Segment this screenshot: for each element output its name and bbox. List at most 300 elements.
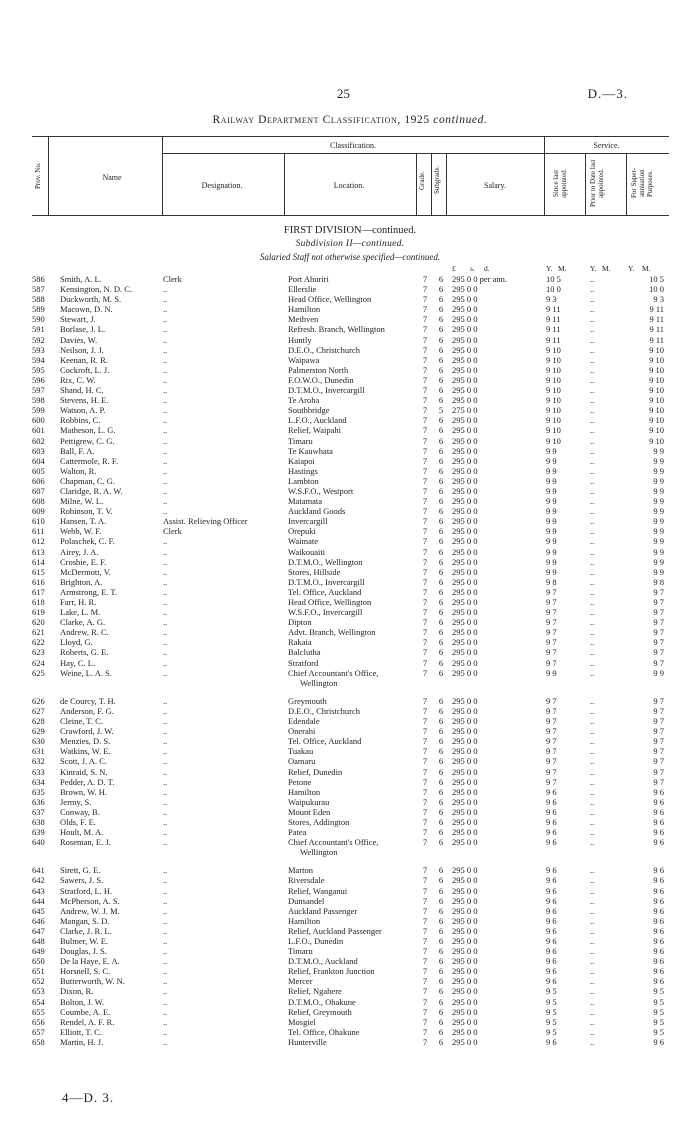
row-service-prior: ..	[590, 746, 595, 757]
row-number: 638	[32, 816, 45, 827]
row-salary: 295 0 0	[452, 536, 478, 547]
row-name: Watkins, W. E.	[60, 746, 111, 757]
table-row	[0, 294, 700, 304]
row-salary: 295 0 0	[452, 324, 478, 335]
row-service-since-last: 9 6	[546, 925, 557, 936]
row-subgrade: 6	[438, 667, 444, 678]
row-location: Dipton	[288, 617, 312, 628]
row-name: Conway, B.	[60, 806, 100, 817]
row-name: Crosbie, E. F.	[60, 556, 107, 567]
row-designation: ..	[163, 455, 168, 466]
table-row	[0, 536, 700, 546]
row-name: Kinraid, S. N.	[60, 766, 108, 777]
row-subgrade: 6	[438, 1026, 444, 1037]
row-designation: ..	[163, 667, 168, 678]
row-grade: 7	[422, 284, 428, 295]
row-number: 602	[32, 435, 45, 446]
header-service: Service.	[593, 141, 620, 150]
row-location: D.E.O., Christchurch	[288, 344, 361, 355]
row-name: Matheson, L. G.	[60, 425, 116, 436]
row-grade: 7	[422, 705, 428, 716]
row-name: Shand, H. C.	[60, 385, 104, 396]
row-service-super: 9 10	[649, 405, 664, 416]
row-location: Matamata	[288, 496, 322, 507]
row-service-prior: ..	[590, 374, 595, 385]
row-name: Stevens, H. E.	[60, 395, 109, 406]
row-service-prior: ..	[590, 556, 595, 567]
row-location: Relief, Wanganui	[288, 885, 348, 896]
row-grade: 7	[422, 445, 428, 456]
row-location: Tel. Office, Ohakune	[288, 1026, 360, 1037]
row-location: Refresh. Branch, Wellington	[288, 324, 385, 335]
row-service-since-last: 9 9	[546, 526, 557, 537]
row-subgrade: 6	[438, 274, 444, 284]
row-salary: 295 0 0	[452, 455, 478, 466]
row-designation: ..	[163, 796, 168, 807]
row-name: Bolton, J. W.	[60, 996, 105, 1007]
row-salary: 295 0 0	[452, 756, 478, 767]
row-service-prior: ..	[590, 445, 595, 456]
table-row	[0, 886, 700, 896]
row-name: Lake, L. M.	[60, 607, 101, 618]
row-service-since-last: 9 7	[546, 756, 557, 767]
row-service-since-last: 9 6	[546, 946, 557, 957]
row-number: 587	[32, 284, 45, 295]
page-title	[0, 114, 700, 126]
row-service-prior: ..	[590, 875, 595, 886]
row-grade: 7	[422, 465, 428, 476]
row-location: Palmerston North	[288, 364, 349, 375]
row-name: Horsnell, S. C.	[60, 966, 111, 977]
table-row-continuation	[0, 678, 700, 688]
row-subgrade: 6	[438, 766, 444, 777]
header-location: Location.	[333, 181, 365, 190]
row-subgrade: 6	[438, 425, 444, 436]
row-subgrade: 6	[438, 334, 444, 345]
row-designation: ..	[163, 925, 168, 936]
row-salary: 295 0 0	[452, 374, 478, 385]
row-salary: 295 0 0	[452, 445, 478, 456]
row-location: D.T.M.O., Ohakune	[288, 996, 356, 1007]
row-salary: 295 0 0	[452, 705, 478, 716]
row-salary: 295 0 0	[452, 627, 478, 638]
row-name: Neilson, J. J.	[60, 344, 104, 355]
unit-shilling: s.	[470, 264, 475, 273]
row-service-prior: ..	[590, 344, 595, 355]
row-subgrade: 6	[438, 506, 444, 517]
row-number: 621	[32, 627, 45, 638]
row-service-super: 9 11	[649, 334, 664, 345]
header-designation: Designation.	[201, 181, 243, 190]
row-location: Tel. Office, Auckland	[288, 586, 362, 597]
header-prov-no: Prov. No.	[34, 162, 42, 190]
row-service-prior: ..	[590, 936, 595, 946]
row-grade: 7	[422, 647, 428, 658]
row-designation: ..	[163, 726, 168, 737]
row-service-since-last: 9 9	[546, 566, 557, 577]
unit-month-2: M.	[602, 264, 611, 273]
row-service-prior: ..	[590, 705, 595, 716]
row-subgrade: 6	[438, 344, 444, 355]
row-service-since-last: 9 10	[546, 395, 561, 406]
row-name: Stratford, L. H.	[60, 885, 113, 896]
row-name: Claridge, R. A. W.	[60, 485, 123, 496]
row-location: D.T.M.O., Invercargill	[288, 385, 365, 396]
row-number: 600	[32, 415, 45, 426]
row-name: Ball, F. A.	[60, 445, 95, 456]
row-service-super: 9 7	[653, 756, 664, 767]
row-subgrade: 6	[438, 566, 444, 577]
table-row	[0, 926, 700, 936]
row-location: Oamaru	[288, 756, 316, 767]
row-number: 628	[32, 716, 45, 727]
row-name: Polaschek, C. F.	[60, 536, 115, 547]
row-number: 631	[32, 746, 45, 757]
row-designation: ..	[163, 976, 168, 987]
row-salary: 295 0 0	[452, 647, 478, 658]
row-subgrade: 6	[438, 516, 444, 527]
row-designation: ..	[163, 415, 168, 426]
row-name: Armstrong, E. T.	[60, 586, 118, 597]
row-designation: ..	[163, 1016, 168, 1027]
table-row	[0, 436, 700, 446]
row-service-prior: ..	[590, 364, 595, 375]
row-service-since-last: 9 7	[546, 617, 557, 628]
row-service-since-last: 9 7	[546, 647, 557, 658]
row-grade: 7	[422, 946, 428, 957]
row-name: Weine, L. A. S.	[60, 667, 112, 678]
row-grade: 7	[422, 586, 428, 597]
table-row	[0, 658, 700, 668]
row-subgrade: 6	[438, 796, 444, 807]
row-service-since-last: 9 11	[546, 304, 561, 315]
row-salary: 295 0 0	[452, 556, 478, 567]
row-service-super: 9 6	[653, 885, 664, 896]
row-location: Onerahi	[288, 726, 316, 737]
row-designation: ..	[163, 364, 168, 375]
row-number: 619	[32, 607, 45, 618]
row-number: 603	[32, 445, 45, 456]
row-designation: ..	[163, 496, 168, 507]
row-service-super: 9 7	[653, 736, 664, 747]
row-name: Clarke, A. G.	[60, 617, 106, 628]
row-service-since-last: 9 6	[546, 936, 557, 946]
row-subgrade: 6	[438, 475, 444, 486]
row-name: Rendel, A. F. R.	[60, 1016, 115, 1027]
row-grade: 7	[422, 304, 428, 315]
row-service-prior: ..	[590, 976, 595, 987]
row-number: 627	[32, 705, 45, 716]
row-name: Sawers, J. S.	[60, 875, 104, 886]
row-service-prior: ..	[590, 607, 595, 618]
row-service-since-last: 9 9	[546, 506, 557, 517]
table-row	[0, 547, 700, 557]
row-service-prior: ..	[590, 304, 595, 315]
row-salary: 295 0 0	[452, 786, 478, 797]
row-service-prior: ..	[590, 485, 595, 496]
row-grade: 7	[422, 314, 428, 325]
row-number: 645	[32, 905, 45, 916]
row-salary: 295 0 0	[452, 425, 478, 436]
page-number: 25	[337, 86, 350, 101]
table-row	[0, 345, 700, 355]
row-service-since-last: 9 7	[546, 586, 557, 597]
footer-reference: 4—D. 3.	[62, 1090, 115, 1105]
table-row	[0, 916, 700, 926]
row-location: Rakaia	[288, 637, 312, 648]
row-salary: 295 0 0	[452, 827, 478, 838]
table-row	[0, 865, 700, 875]
row-service-since-last: 9 9	[546, 455, 557, 466]
row-service-super: 9 7	[653, 766, 664, 777]
table-row	[0, 577, 700, 587]
row-service-prior: ..	[590, 1036, 595, 1047]
table-row	[0, 486, 700, 496]
row-subgrade: 6	[438, 435, 444, 446]
row-grade: 7	[422, 1036, 428, 1047]
row-service-super: 9 9	[653, 475, 664, 486]
row-name: Milne, W. L.	[60, 496, 104, 507]
row-subgrade: 6	[438, 1006, 444, 1017]
table-row	[0, 607, 700, 617]
row-service-super: 9 10	[649, 344, 664, 355]
row-designation: ..	[163, 705, 168, 716]
row-location: Relief, Auckland Passenger	[288, 925, 382, 936]
row-service-prior: ..	[590, 946, 595, 957]
row-service-super: 9 6	[653, 946, 664, 957]
row-service-prior: ..	[590, 597, 595, 607]
row-grade: 7	[422, 1016, 428, 1027]
row-grade: 7	[422, 716, 428, 727]
row-name: Webb, W. F.	[60, 526, 102, 537]
table-row	[0, 1007, 700, 1017]
row-grade: 7	[422, 455, 428, 466]
table-row	[0, 797, 700, 807]
row-subgrade: 6	[438, 816, 444, 827]
row-service-super: 9 6	[653, 956, 664, 967]
row-service-since-last: 9 10	[546, 354, 561, 365]
unit-month-1: M.	[558, 264, 567, 273]
row-designation: ..	[163, 566, 168, 577]
row-service-since-last: 9 9	[546, 516, 557, 527]
row-grade: 7	[422, 617, 428, 628]
table-row	[0, 906, 700, 916]
row-subgrade: 6	[438, 905, 444, 916]
row-designation: ..	[163, 607, 168, 618]
row-service-prior: ..	[590, 667, 595, 678]
row-subgrade: 6	[438, 865, 444, 876]
row-service-since-last: 9 6	[546, 865, 557, 876]
row-name: Chapman, C. G.	[60, 475, 116, 486]
table-row	[0, 936, 700, 946]
row-service-since-last: 9 6	[546, 816, 557, 827]
row-location: Chief Accountant's Office,	[288, 837, 379, 848]
row-name: Olds, F. E.	[60, 816, 96, 827]
table-row	[0, 365, 700, 375]
row-location: Auckland Goods	[288, 506, 346, 517]
row-designation: ..	[163, 334, 168, 345]
row-name: Keenan, R. R.	[60, 354, 108, 365]
row-service-since-last: 9 9	[546, 465, 557, 476]
row-designation: ..	[163, 1036, 168, 1047]
row-subgrade: 6	[438, 304, 444, 315]
row-service-prior: ..	[590, 415, 595, 426]
row-number: 654	[32, 996, 45, 1007]
row-subgrade: 6	[438, 647, 444, 658]
row-number: 643	[32, 885, 45, 896]
row-grade: 7	[422, 516, 428, 527]
row-name: Hay, C. L.	[60, 657, 96, 668]
row-service-since-last: 9 10	[546, 385, 561, 396]
row-name: Hoult, M. A.	[60, 827, 104, 838]
row-name: Robbins, C.	[60, 415, 101, 426]
row-subgrade: 6	[438, 576, 444, 587]
table-row	[0, 425, 700, 435]
table-row	[0, 787, 700, 797]
row-salary: 295 0 0	[452, 415, 478, 426]
row-salary: 295 0 0	[452, 776, 478, 787]
row-subgrade: 6	[438, 385, 444, 396]
row-number: 594	[32, 354, 45, 365]
row-subgrade: 6	[438, 976, 444, 987]
row-service-super: 9 6	[653, 875, 664, 886]
row-salary: 295 0 0 per ann.	[452, 274, 508, 284]
table-row	[0, 997, 700, 1007]
row-number: 623	[32, 647, 45, 658]
row-service-super: 9 3	[653, 294, 664, 305]
row-service-since-last: 9 6	[546, 895, 557, 906]
row-number: 622	[32, 637, 45, 648]
row-location: Methven	[288, 314, 319, 325]
row-number: 648	[32, 936, 45, 946]
row-name: Smith, A. L.	[60, 274, 102, 284]
row-number: 590	[32, 314, 45, 325]
row-salary: 295 0 0	[452, 1016, 478, 1027]
table-row	[0, 385, 700, 395]
staff-table-body	[0, 274, 700, 1047]
row-salary: 295 0 0	[452, 695, 478, 706]
row-number: 609	[32, 506, 45, 517]
row-subgrade: 6	[438, 455, 444, 466]
row-service-super: 9 6	[653, 895, 664, 906]
table-row	[0, 896, 700, 906]
table-row	[0, 647, 700, 657]
row-name: Mangan, S. D.	[60, 915, 110, 926]
table-row	[0, 627, 700, 637]
row-number: 608	[32, 496, 45, 507]
row-location: Petone	[288, 776, 312, 787]
row-location: Waipukurau	[288, 796, 330, 807]
row-service-super: 9 7	[653, 637, 664, 648]
row-number: 634	[32, 776, 45, 787]
row-service-super: 9 9	[653, 566, 664, 577]
row-service-super: 9 9	[653, 526, 664, 537]
row-number: 629	[32, 726, 45, 737]
row-salary: 295 0 0	[452, 1036, 478, 1047]
row-number: 589	[32, 304, 45, 315]
row-location: Invercargill	[288, 516, 328, 527]
row-number: 616	[32, 576, 45, 587]
row-designation: ..	[163, 885, 168, 896]
row-service-super: 9 6	[653, 925, 664, 936]
row-number: 606	[32, 475, 45, 486]
row-name: Clarke, J. R. L.	[60, 925, 112, 936]
row-location: Stores, Hillside	[288, 566, 341, 577]
row-service-super: 9 7	[653, 607, 664, 618]
row-service-super: 9 6	[653, 806, 664, 817]
row-location: Advt. Branch, Wellington	[288, 627, 376, 638]
row-salary: 295 0 0	[452, 667, 478, 678]
row-grade: 7	[422, 746, 428, 757]
row-grade: 7	[422, 435, 428, 446]
row-subgrade: 6	[438, 354, 444, 365]
row-service-since-last: 9 6	[546, 976, 557, 987]
row-location: Ellerslie	[288, 284, 317, 295]
row-designation: ..	[163, 986, 168, 997]
row-service-super: 9 7	[653, 617, 664, 628]
row-number: 595	[32, 364, 45, 375]
row-salary: 295 0 0	[452, 284, 478, 295]
row-location-continuation: Wellington	[300, 847, 338, 858]
row-location: Hamilton	[288, 915, 321, 926]
row-service-prior: ..	[590, 837, 595, 848]
table-row	[0, 1017, 700, 1027]
row-location: F.O.W.O., Dunedin	[288, 374, 354, 385]
row-designation: Clerk	[163, 274, 182, 284]
row-service-prior: ..	[590, 314, 595, 325]
table-row-continuation	[0, 847, 700, 857]
row-location: Tuakau	[288, 746, 314, 757]
row-subgrade: 6	[438, 314, 444, 325]
row-name: Cleine, T. C.	[60, 716, 103, 727]
row-service-prior: ..	[590, 806, 595, 817]
row-designation: ..	[163, 546, 168, 557]
row-location: Southbridge	[288, 405, 330, 416]
row-location: Kaiapoi	[288, 455, 315, 466]
row-grade: 7	[422, 395, 428, 406]
row-service-prior: ..	[590, 516, 595, 527]
row-name: McDermott, V.	[60, 566, 111, 577]
row-designation: ..	[163, 344, 168, 355]
row-designation: ..	[163, 895, 168, 906]
row-name: Davies, W.	[60, 334, 98, 345]
row-designation: ..	[163, 936, 168, 946]
row-number: 641	[32, 865, 45, 876]
row-location: Waimate	[288, 536, 318, 547]
row-salary: 295 0 0	[452, 875, 478, 886]
row-subgrade: 6	[438, 465, 444, 476]
row-number: 591	[32, 324, 45, 335]
row-subgrade: 6	[438, 364, 444, 375]
table-row	[0, 274, 700, 284]
row-service-prior: ..	[590, 716, 595, 727]
row-grade: 7	[422, 695, 428, 706]
row-location: Mercer	[288, 976, 313, 987]
table-row	[0, 637, 700, 647]
row-salary: 295 0 0	[452, 1006, 478, 1017]
row-grade: 7	[422, 324, 428, 335]
row-service-prior: ..	[590, 966, 595, 977]
row-location: Hamilton	[288, 786, 321, 797]
row-designation: ..	[163, 485, 168, 496]
row-grade: 7	[422, 385, 428, 396]
row-number: 632	[32, 756, 45, 767]
row-number: 657	[32, 1026, 45, 1037]
row-location: Edendale	[288, 716, 320, 727]
row-salary: 295 0 0	[452, 566, 478, 577]
row-designation: ..	[163, 445, 168, 456]
row-grade: 7	[422, 597, 428, 607]
